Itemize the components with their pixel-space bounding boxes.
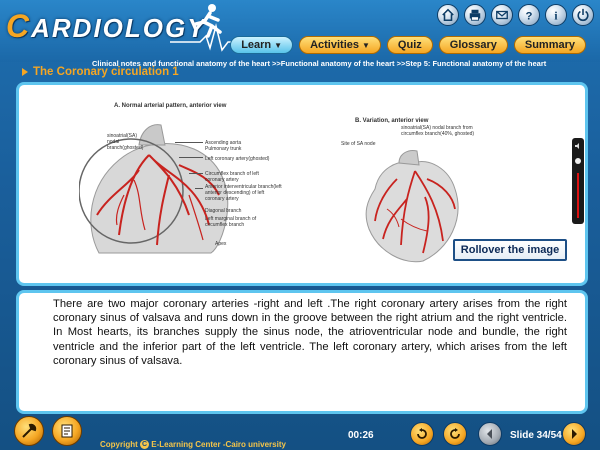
label-site-of-sa-node: Site of SA node: [341, 141, 376, 147]
mail-icon[interactable]: [491, 4, 513, 26]
label-circumflex-branch: Circumflex branch of left coronary artery: [205, 171, 259, 183]
previous-button[interactable]: [478, 422, 502, 446]
notes-icon[interactable]: [52, 416, 82, 446]
label-pulmonary-trunk: Pulmonary trunk: [205, 146, 242, 152]
copyright-label: Copyright: [100, 440, 138, 449]
nav-quiz-label: Quiz: [397, 39, 422, 51]
copyright-org: E-Learning Center -Cairo university: [151, 440, 286, 449]
body-text: There are two major coronary arteries -right and left .The right coronary artery arises from the right coronary sinus of valsava and runs down in the groove between the right atrium and the right ventricle. In Most hearts, its branches supply the sinus node, the atrioventricular node and bundle, the right ventricle and the inferior part of the left ventricle. The left coronary artery, which arises from the left coronary sinus of valsava.: [53, 298, 567, 367]
label-ascending-aorta: Ascending aorta: [205, 140, 242, 146]
nav-quiz-button[interactable]: [387, 36, 433, 54]
nav-summary-label: Summary: [524, 39, 575, 51]
label-anterior-interventricular-branch: Anterior interventricular branch(left anterior descending) of left coronary artery: [205, 184, 282, 202]
chevron-right-icon: [567, 427, 581, 441]
leader-line: [195, 188, 203, 189]
leader-line: [175, 142, 203, 143]
nav-glossary-label: Glossary: [449, 39, 497, 51]
nav-activities-label: Activities: [310, 39, 359, 51]
top-icon-bar: [437, 4, 594, 26]
chevron-left-icon: [483, 427, 497, 441]
chevron-down-icon: ▼: [362, 40, 370, 50]
next-button[interactable]: [562, 422, 586, 446]
volume-slider-knob[interactable]: [575, 158, 581, 164]
nav-summary-button[interactable]: [514, 36, 586, 54]
chevron-down-icon: ▼: [274, 40, 283, 50]
nav-activities-button[interactable]: [299, 36, 381, 54]
footer-tools: [14, 416, 82, 446]
exit-icon[interactable]: [572, 4, 594, 26]
footer-bar: [0, 416, 600, 450]
rollover-image-button[interactable]: Rollover the image: [453, 239, 567, 261]
home-icon[interactable]: [437, 4, 459, 26]
volume-slider[interactable]: [572, 138, 584, 224]
label-apex: Apex: [215, 241, 227, 247]
label-sa-nodal-variation: sinoatrial(SA) nodal branch from circumflex branch(40%, ghosted): [401, 125, 475, 137]
copyright-symbol-icon: C: [141, 441, 148, 449]
svg-text:?: ?: [525, 10, 533, 22]
breadcrumb: Clinical notes and functional anatomy of the heart >>Functional anatomy of the heart >>Step 5: Functional anatomy of the heart: [92, 59, 547, 68]
refresh-button[interactable]: [443, 422, 467, 446]
logo-letter: C: [6, 7, 32, 44]
slide-counter: Slide 34/54: [510, 430, 562, 441]
nav-glossary-button[interactable]: [439, 36, 508, 54]
page-title-text: The Coronary circulation 1: [33, 66, 179, 78]
image-panel: [16, 82, 588, 286]
logo-text: ARDIOLOGY: [31, 12, 207, 43]
info-icon[interactable]: [545, 4, 567, 26]
nav-learn-label: Learn: [241, 39, 272, 51]
svg-text:i: i: [554, 10, 558, 22]
replay-icon: [415, 427, 429, 441]
main-nav: [230, 36, 586, 54]
label-sa-nodal-branch: sinoatrial(SA) nodal branch(ghosted): [107, 133, 144, 151]
label-left-marginal-branch: Left marginal branch of circumflex branch: [205, 216, 257, 228]
tools-icon[interactable]: [14, 416, 44, 446]
print-icon[interactable]: [464, 4, 486, 26]
page-title: [22, 66, 179, 78]
help-icon[interactable]: [518, 4, 540, 26]
nav-learn-button[interactable]: [230, 36, 293, 54]
header-bar: [0, 0, 600, 62]
volume-slider-fill: [577, 173, 579, 218]
leader-line: [179, 157, 203, 158]
label-diagonal-branch: Diagonal branch: [205, 208, 242, 214]
timer: 00:26: [348, 430, 374, 441]
text-panel: [16, 290, 588, 414]
triangle-bullet-icon: [22, 68, 28, 76]
figure-a-title: A. Normal arterial pattern, anterior view: [114, 103, 227, 109]
label-left-coronary-artery: Left coronary artery(ghosted): [205, 156, 270, 162]
copyright: [100, 440, 286, 449]
figure-b-title: B. Variation, anterior view: [355, 118, 429, 124]
leader-line: [189, 173, 203, 174]
refresh-icon: [448, 427, 462, 441]
replay-button[interactable]: [410, 422, 434, 446]
speaker-icon: [574, 142, 582, 150]
